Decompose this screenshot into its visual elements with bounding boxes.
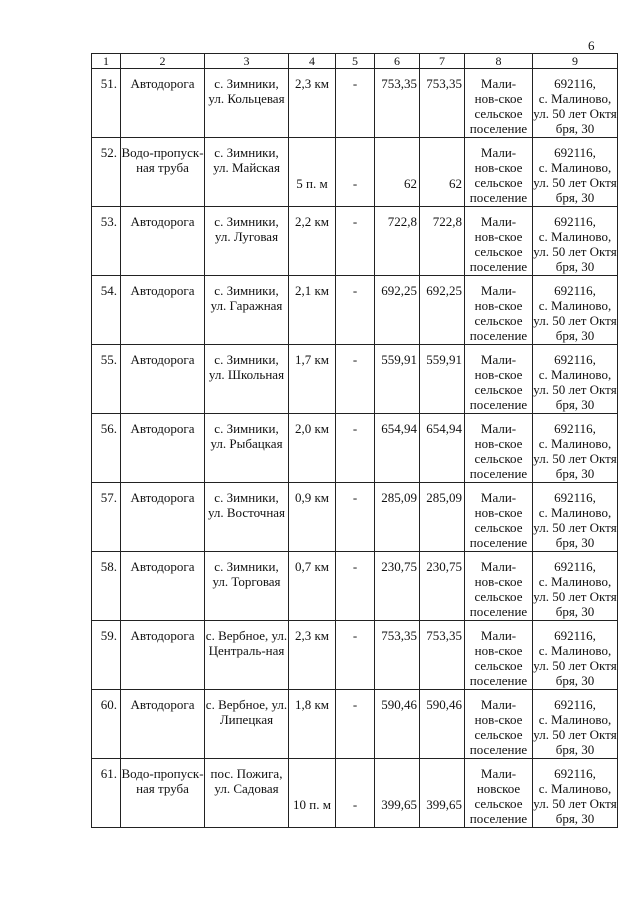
object-address: с. Зимники, ул. Торговая: [212, 559, 281, 589]
residual-value: 62: [449, 176, 462, 191]
object-address: с. Вербное, ул. Липецкая: [205, 697, 288, 727]
holder-name-cell: [465, 345, 533, 414]
row-number-cell: [92, 621, 121, 690]
object-name: Автодорога: [130, 697, 195, 712]
book-value-cell: [375, 69, 420, 138]
object-name-cell: [121, 552, 205, 621]
holder-address: 692116, с. Малиново, ул. 50 лет Октя бря, 30: [533, 352, 617, 412]
object-length: 2,0 км: [294, 421, 330, 436]
object-name-cell: [121, 207, 205, 276]
object-name: Водо-пропуск-ная труба: [121, 145, 204, 175]
holder-address: 692116, с. Малиново, ул. 50 лет Октя бря, 30: [533, 559, 617, 619]
book-value-cell: [375, 690, 420, 759]
residual-value-cell: [420, 207, 465, 276]
residual-value: 692,25: [426, 283, 462, 298]
empty-value-cell: [336, 69, 375, 138]
row-number-cell: [92, 138, 121, 207]
holder-address: 692116, с. Малиново, ул. 50 лет Октя бря, 30: [533, 76, 617, 136]
holder-address: 692116, с. Малиново, ул. 50 лет Октя бря, 30: [533, 421, 617, 481]
row-number: 60.: [100, 697, 117, 712]
residual-value: 559,91: [426, 352, 462, 367]
holder-name-cell: [465, 483, 533, 552]
holder-address-cell: [533, 69, 618, 138]
row-number-cell: [92, 759, 121, 828]
residual-value-cell: [420, 414, 465, 483]
empty-value: -: [352, 559, 358, 574]
residual-value: 753,35: [426, 628, 462, 643]
book-value-cell: [375, 276, 420, 345]
object-name-cell: [121, 69, 205, 138]
empty-value: -: [352, 490, 358, 505]
residual-value: 399,65: [426, 797, 462, 812]
book-value: 62: [404, 176, 417, 191]
empty-value: -: [352, 797, 358, 812]
holder-address-cell: [533, 138, 618, 207]
object-address-cell: [205, 759, 289, 828]
table-row: [92, 345, 618, 414]
holder-address-cell: [533, 345, 618, 414]
table-row: [92, 552, 618, 621]
holder-name: Мали- нов-ское сельское поселение: [469, 697, 528, 757]
object-length-cell: [289, 690, 336, 759]
empty-value-cell: [336, 759, 375, 828]
holder-name: Мали- новское сельское поселение: [469, 766, 528, 826]
holder-address: 692116, с. Малиново, ул. 50 лет Октя бря, 30: [533, 766, 617, 826]
holder-name: Мали- нов-ское сельское поселение: [469, 283, 528, 343]
residual-value: 722,8: [432, 214, 462, 229]
row-number: 53.: [100, 214, 117, 229]
holder-address: 692116, с. Малиново, ул. 50 лет Октя бря, 30: [533, 283, 617, 343]
empty-value: -: [352, 176, 358, 191]
empty-value-cell: [336, 138, 375, 207]
object-length-cell: [289, 276, 336, 345]
book-value-cell: [375, 207, 420, 276]
holder-address: 692116, с. Малиново, ул. 50 лет Октя бря, 30: [533, 490, 617, 550]
book-value: 559,91: [381, 352, 417, 367]
row-number: 52.: [100, 145, 117, 160]
object-length: 1,8 км: [294, 697, 330, 712]
object-length: 5 п. м: [296, 176, 328, 191]
header-cell: 5: [336, 54, 375, 69]
holder-address-cell: [533, 207, 618, 276]
page-number: 6: [588, 38, 595, 53]
holder-name-cell: [465, 414, 533, 483]
row-number: 61.: [100, 766, 117, 781]
holder-address-cell: [533, 621, 618, 690]
book-value-cell: [375, 621, 420, 690]
object-length-cell: [289, 552, 336, 621]
book-value: 753,35: [381, 76, 417, 91]
row-number: 54.: [100, 283, 117, 298]
object-name-cell: [121, 483, 205, 552]
object-address: с. Зимники, ул. Школьная: [208, 352, 285, 382]
object-address-cell: [205, 138, 289, 207]
holder-name-cell: [465, 207, 533, 276]
empty-value-cell: [336, 414, 375, 483]
object-name-cell: [121, 345, 205, 414]
header-cell: 3: [205, 54, 289, 69]
book-value: 590,46: [381, 697, 417, 712]
residual-value-cell: [420, 759, 465, 828]
empty-value-cell: [336, 552, 375, 621]
row-number-cell: [92, 414, 121, 483]
object-address: с. Зимники, ул. Луговая: [214, 214, 279, 244]
object-name: Автодорога: [130, 214, 195, 229]
object-address: с. Зимники, ул. Гаражная: [210, 283, 283, 313]
object-name: Водо-пропуск-ная труба: [121, 766, 204, 796]
object-address: пос. Пожига, ул. Садовая: [210, 766, 283, 796]
header-cell: 1: [92, 54, 121, 69]
holder-address-cell: [533, 414, 618, 483]
row-number-cell: [92, 690, 121, 759]
holder-name-cell: [465, 552, 533, 621]
empty-value: -: [352, 76, 358, 91]
book-value: 230,75: [381, 559, 417, 574]
table-row: [92, 207, 618, 276]
object-address: с. Зимники, ул. Восточная: [207, 490, 286, 520]
empty-value-cell: [336, 207, 375, 276]
table-row: [92, 759, 618, 828]
residual-value-cell: [420, 483, 465, 552]
book-value: 753,35: [381, 628, 417, 643]
header-cell: 6: [375, 54, 420, 69]
holder-name: Мали- нов-ское сельское поселение: [469, 421, 528, 481]
holder-address-cell: [533, 483, 618, 552]
holder-address: 692116, с. Малиново, ул. 50 лет Октя бря, 30: [533, 145, 617, 205]
object-address-cell: [205, 276, 289, 345]
object-address-cell: [205, 552, 289, 621]
object-name-cell: [121, 414, 205, 483]
table-row: [92, 621, 618, 690]
row-number: 56.: [100, 421, 117, 436]
table-row: [92, 483, 618, 552]
book-value: 654,94: [381, 421, 417, 436]
object-address: с. Зимники, ул. Рыбацкая: [210, 421, 283, 451]
holder-name: Мали- нов-ское сельское поселение: [469, 352, 528, 412]
object-address: с. Зимники, ул. Майская: [213, 145, 280, 175]
holder-name-cell: [465, 621, 533, 690]
table-row: [92, 690, 618, 759]
holder-name-cell: [465, 759, 533, 828]
empty-value: -: [352, 628, 358, 643]
empty-value: -: [352, 697, 358, 712]
residual-value-cell: [420, 621, 465, 690]
row-number: 57.: [100, 490, 117, 505]
book-value: 692,25: [381, 283, 417, 298]
residual-value: 654,94: [426, 421, 462, 436]
registry-table: [91, 53, 618, 828]
object-length-cell: [289, 69, 336, 138]
holder-address-cell: [533, 276, 618, 345]
object-address-cell: [205, 621, 289, 690]
residual-value-cell: [420, 69, 465, 138]
empty-value-cell: [336, 276, 375, 345]
object-length: 0,7 км: [294, 559, 330, 574]
holder-name-cell: [465, 69, 533, 138]
row-number: 55.: [100, 352, 117, 367]
holder-address: 692116, с. Малиново, ул. 50 лет Октя бря, 30: [533, 697, 617, 757]
object-length: 2,1 км: [294, 283, 330, 298]
book-value-cell: [375, 552, 420, 621]
residual-value: 753,35: [426, 76, 462, 91]
object-address-cell: [205, 690, 289, 759]
object-address-cell: [205, 483, 289, 552]
row-number-cell: [92, 552, 121, 621]
row-number: 51.: [100, 76, 117, 91]
row-number-cell: [92, 483, 121, 552]
book-value-cell: [375, 483, 420, 552]
object-name: Автодорога: [130, 628, 195, 643]
holder-name: Мали- нов-ское сельское поселение: [469, 214, 528, 274]
object-length-cell: [289, 621, 336, 690]
residual-value-cell: [420, 690, 465, 759]
residual-value-cell: [420, 552, 465, 621]
object-length: 2,3 км: [294, 76, 330, 91]
holder-name: Мали- нов-ское сельское поселение: [469, 76, 528, 136]
header-cell: 2: [121, 54, 205, 69]
holder-name: Мали- нов-ское сельское поселение: [469, 559, 528, 619]
residual-value: 230,75: [426, 559, 462, 574]
object-name: Автодорога: [130, 490, 195, 505]
row-number-cell: [92, 345, 121, 414]
empty-value-cell: [336, 621, 375, 690]
object-length-cell: [289, 414, 336, 483]
residual-value: 285,09: [426, 490, 462, 505]
holder-address-cell: [533, 690, 618, 759]
header-row: [92, 54, 618, 69]
object-address-cell: [205, 345, 289, 414]
object-name: Автодорога: [130, 76, 195, 91]
object-name: Автодорога: [130, 421, 195, 436]
holder-address-cell: [533, 759, 618, 828]
table-row: [92, 138, 618, 207]
object-length-cell: [289, 345, 336, 414]
empty-value: -: [352, 421, 358, 436]
header-cell: 7: [420, 54, 465, 69]
object-name: Автодорога: [130, 352, 195, 367]
object-name-cell: [121, 621, 205, 690]
object-address-cell: [205, 414, 289, 483]
object-name: Автодорога: [130, 283, 195, 298]
header-cell: 9: [533, 54, 618, 69]
object-length: 0,9 км: [294, 490, 330, 505]
row-number: 58.: [100, 559, 117, 574]
residual-value-cell: [420, 345, 465, 414]
object-address-cell: [205, 69, 289, 138]
object-length-cell: [289, 207, 336, 276]
residual-value: 590,46: [426, 697, 462, 712]
book-value: 399,65: [381, 797, 417, 812]
object-address-cell: [205, 207, 289, 276]
empty-value: -: [352, 283, 358, 298]
object-name-cell: [121, 690, 205, 759]
object-length: 2,3 км: [294, 628, 330, 643]
table-row: [92, 69, 618, 138]
object-length-cell: [289, 483, 336, 552]
holder-address: 692116, с. Малиново, ул. 50 лет Октя бря, 30: [533, 214, 617, 274]
book-value-cell: [375, 138, 420, 207]
object-length-cell: [289, 138, 336, 207]
holder-address-cell: [533, 552, 618, 621]
row-number-cell: [92, 69, 121, 138]
object-length: 2,2 км: [294, 214, 330, 229]
object-length: 1,7 км: [294, 352, 330, 367]
empty-value-cell: [336, 483, 375, 552]
holder-name: Мали- нов-ское сельское поселение: [469, 145, 528, 205]
empty-value-cell: [336, 345, 375, 414]
row-number: 59.: [100, 628, 117, 643]
object-name-cell: [121, 276, 205, 345]
table-row: [92, 414, 618, 483]
object-name: Автодорога: [130, 559, 195, 574]
object-name-cell: [121, 138, 205, 207]
header-cell: 8: [465, 54, 533, 69]
book-value-cell: [375, 759, 420, 828]
table-row: [92, 276, 618, 345]
holder-name-cell: [465, 138, 533, 207]
residual-value-cell: [420, 138, 465, 207]
empty-value-cell: [336, 690, 375, 759]
object-length: 10 п. м: [293, 797, 331, 812]
book-value: 285,09: [381, 490, 417, 505]
book-value-cell: [375, 414, 420, 483]
empty-value: -: [352, 352, 358, 367]
holder-name-cell: [465, 276, 533, 345]
book-value-cell: [375, 345, 420, 414]
holder-name-cell: [465, 690, 533, 759]
header-cell: 4: [289, 54, 336, 69]
residual-value-cell: [420, 276, 465, 345]
book-value: 722,8: [387, 214, 417, 229]
row-number-cell: [92, 207, 121, 276]
empty-value: -: [352, 214, 358, 229]
object-length-cell: [289, 759, 336, 828]
row-number-cell: [92, 276, 121, 345]
holder-address: 692116, с. Малиново, ул. 50 лет Октя бря, 30: [533, 628, 617, 688]
object-name-cell: [121, 759, 205, 828]
holder-name: Мали- нов-ское сельское поселение: [469, 628, 528, 688]
object-address: с. Вербное, ул. Централь-ная: [205, 628, 288, 658]
object-address: с. Зимники, ул. Кольцевая: [208, 76, 285, 106]
holder-name: Мали- нов-ское сельское поселение: [469, 490, 528, 550]
